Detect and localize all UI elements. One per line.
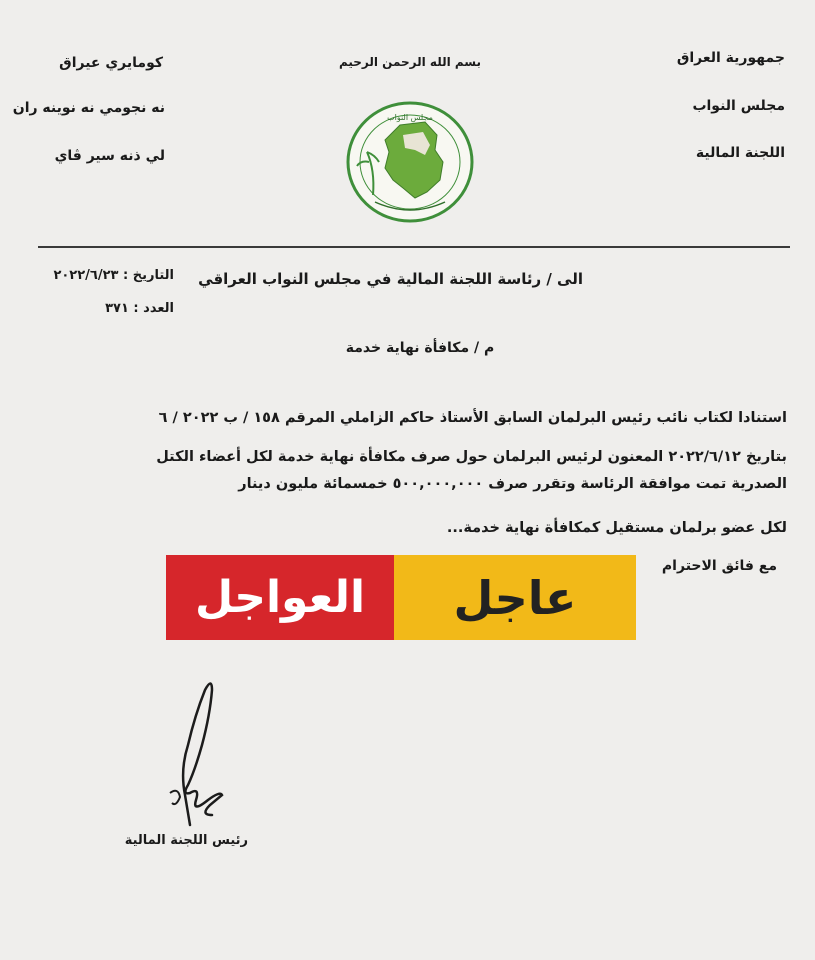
watermark-yellow-word: عاجل [394, 555, 636, 640]
header-left-line-3: لي ذنه سير ڤاي [54, 148, 165, 164]
header-divider [38, 246, 790, 248]
signature [150, 675, 260, 845]
document-number: العدد : ٣٧١ [105, 301, 174, 316]
header-right-line-2: مجلس النواب [692, 98, 785, 114]
body-line-1: استنادا لكتاب نائب رئيس البرلمان السابق الأستاذ حاكم الزاملي المرقم ١٥٨ / ب ٢٠٢٢ / ٦ [158, 410, 787, 426]
body-line-4: لكل عضو برلمان مستقيل كمكافأة نهاية خدمة... [446, 520, 787, 536]
emblem-icon [345, 100, 475, 225]
recipient-line: الى / رئاسة اللجنة المالية في مجلس النواب العراقي [198, 270, 583, 288]
header-right-line-3: اللجنة المالية [695, 145, 785, 161]
parliament-emblem [345, 100, 475, 225]
subject-line: م / مكافأة نهاية خدمة [345, 340, 495, 356]
watermark-banner [166, 555, 636, 640]
signature-title: رئيس اللجنة المالية [124, 833, 248, 848]
closing-line: مع فائق الاحترام [661, 558, 777, 574]
header-right-line-1: جمهورية العراق [676, 50, 785, 66]
header-left-line-2: نه نجومي نه نوينه ران [12, 100, 165, 116]
header-left-line-1: كومايري عيراق [59, 55, 163, 71]
watermark-red-word: العواجل [166, 555, 394, 640]
emblem-label: مجلس النواب [387, 113, 433, 122]
body-line-2: بتاريخ ٢٠٢٢/٦/١٢ المعنون لرئيس البرلمان حول صرف مكافأة نهاية خدمة لكل أعضاء الكتل [156, 449, 787, 465]
document-date: التاريخ : ٢٠٢٢/٦/٢٣ [53, 268, 174, 283]
body-line-3: الصدرية تمت موافقة الرئاسة وتقرر صرف ٥٠٠,٠٠٠,٠٠٠ خمسمائة مليون دينار [238, 476, 787, 492]
signature-icon [150, 675, 260, 845]
basmala: بسم الله الرحمن الرحيم [338, 55, 482, 69]
